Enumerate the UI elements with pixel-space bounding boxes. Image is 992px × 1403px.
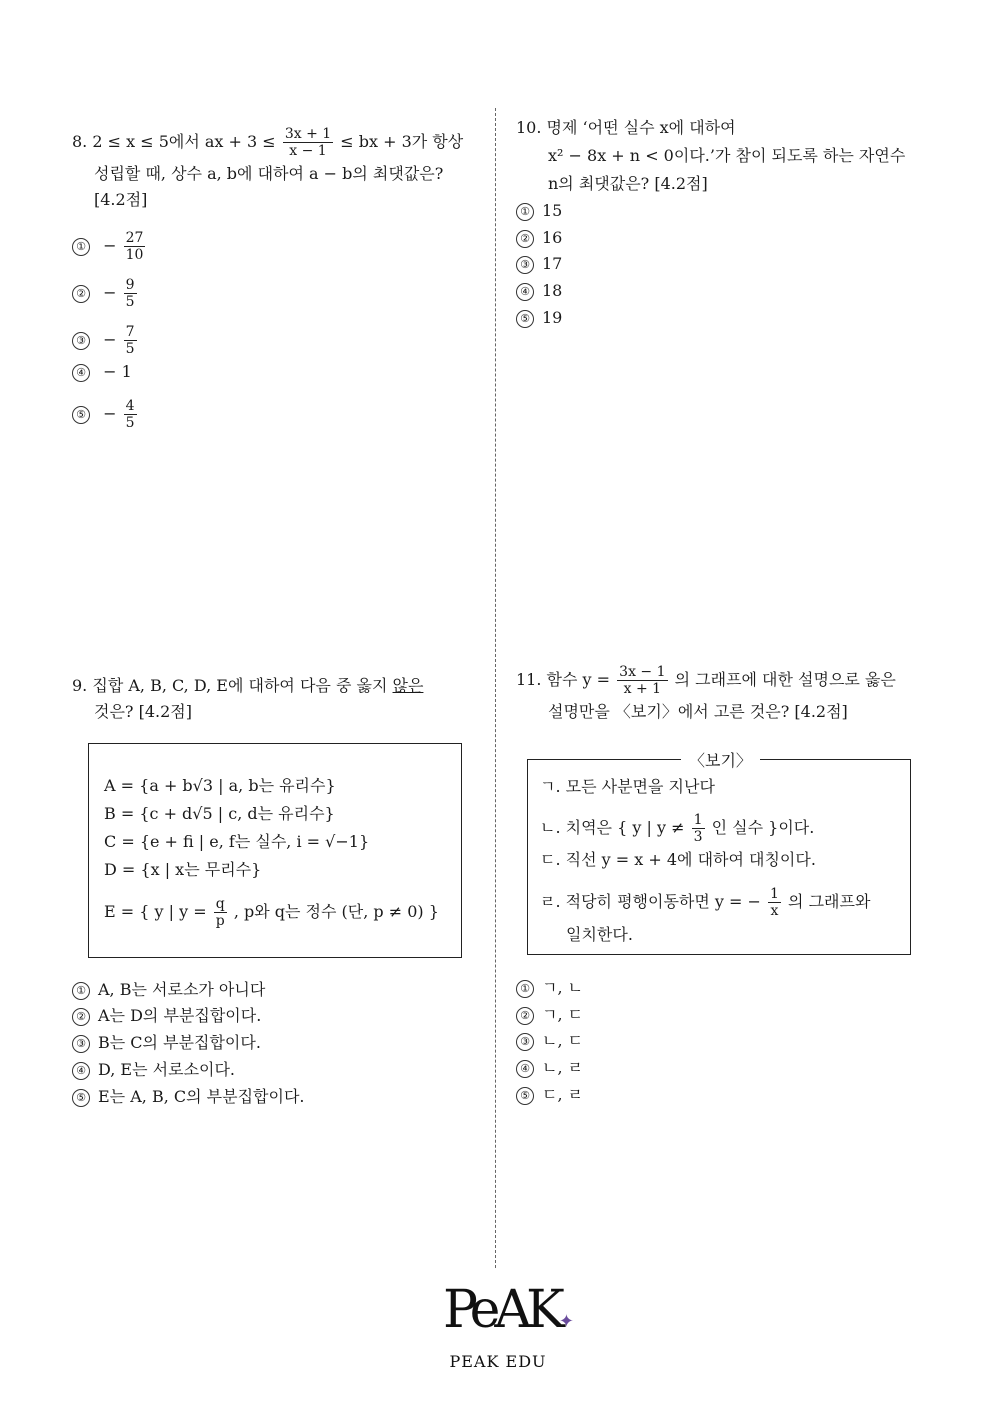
q9-choice-4[interactable]: ④ D, E는 서로소이다. [72,1060,235,1080]
q9-choice-3[interactable]: ③ B는 C의 부분집합이다. [72,1033,261,1053]
q9-line2: 것은? [4.2점] [94,702,192,721]
q8-choice-1[interactable]: ① − $\frac{27}{10}$ [72,230,147,263]
q10-choice-5[interactable]: ⑤ 19 [516,308,562,328]
q11-choice-5[interactable]: ⑤ ㄷ, ㄹ [516,1085,583,1105]
q11-bogi-2: ㄴ. 치역은 { y | y ≠ $\frac{1}{3}$ 인 실수 }이다. [540,812,815,845]
q10-choice-3[interactable]: ③ 17 [516,254,562,274]
q11-line2: 설명만을 〈보기〉에서 고른 것은? [4.2점] [548,702,848,721]
q8-fraction: $\frac{3x + 1}{x - 1}$ [284,126,332,159]
q8-number: 8. [72,132,88,151]
logo-mark: PeAK✦ [443,1280,568,1340]
q11-choice-1[interactable]: ① ㄱ, ㄴ [516,978,583,998]
q8-line1 [72,126,463,159]
q11-choice-3[interactable]: ③ ㄴ, ㄷ [516,1031,583,1051]
q9-set-a: A = {a + b√3 | a, b는 유리수} [104,776,336,795]
q8-choice-3[interactable]: ③ − $\frac{7}{5}$ [72,324,139,357]
q10-choice-1[interactable]: ① 15 [516,201,562,221]
peak-logo [443,1280,568,1371]
q11-line1: 11. 함수 y = $\frac{3x - 1}{x + 1}$ 의 그래프에 대한 설명으로 옳은 [516,664,896,697]
q10-line1: 10. 명제 ‘어떤 실수 x에 대하여 [516,118,736,137]
q10-line2: x² − 8x + n < 0이다.’가 참이 되도록 하는 자연수 [548,146,906,165]
q9-underlined-word: 않은 [392,676,424,695]
q8-points: [4.2점] [94,190,148,209]
q8-choice-5[interactable]: ⑤ − $\frac{4}{5}$ [72,398,139,431]
q8-choice-2[interactable]: ② − $\frac{9}{5}$ [72,277,139,310]
q9-set-b: B = {c + d√5 | c, d는 유리수} [104,804,335,823]
q9-line1: 9. 집합 A, B, C, D, E에 대하여 다음 중 옳지 않은 [72,676,424,695]
q11-bogi-4-cont: 일치한다. [566,925,633,944]
q11-bogi-1: ㄱ. 모든 사분면을 지난다 [540,777,715,796]
q9-set-d: D = {x | x는 무리수} [104,860,262,879]
q8-choice-4[interactable]: ④ − 1 [72,362,132,382]
q9-set-e: E = { y | y = $\frac{q}{p}$ , p와 q는 정수 (단, p ≠ 0) } [104,896,439,929]
q10-choice-2[interactable]: ② 16 [516,228,562,248]
q8-line2: 성립할 때, 상수 a, b에 대하여 a − b의 최댓값은? [94,164,444,183]
column-divider [495,108,496,1268]
q10-number: 10. [516,118,542,137]
q9-set-c: C = {e + fi | e, f는 실수, i = √−1} [104,832,370,851]
q10-line3: n의 최댓값은? [4.2점] [548,174,708,193]
q9-choice-2[interactable]: ② A는 D의 부분집합이다. [72,1006,261,1026]
q11-bogi-4: ㄹ. 적당히 평행이동하면 y = − $\frac{1}{x}$ 의 그래프와 [540,886,871,919]
logo-text: PEAK EDU [449,1352,547,1371]
q9-choice-1[interactable]: ① A, B는 서로소가 아니다 [72,980,265,1000]
q9-number: 9. [72,676,88,695]
q8-condition-end: ≤ bx + 3가 항상 [340,132,464,151]
q11-fraction: $\frac{3x - 1}{x + 1}$ [619,664,666,697]
q11-choice-4[interactable]: ④ ㄴ, ㄹ [516,1058,583,1078]
q10-choice-4[interactable]: ④ 18 [516,281,562,301]
q11-bogi-title: 〈보기〉 [681,748,760,771]
q11-bogi-3: ㄷ. 직선 y = x + 4에 대하여 대칭이다. [540,850,816,869]
q11-number: 11. [516,670,542,689]
q9-choice-5[interactable]: ⑤ E는 A, B, C의 부분집합이다. [72,1087,304,1107]
q11-choice-2[interactable]: ② ㄱ, ㄷ [516,1005,583,1025]
star-icon: ✦ [558,1311,568,1332]
q8-condition: 2 ≤ x ≤ 5에서 ax + 3 ≤ [92,132,276,151]
